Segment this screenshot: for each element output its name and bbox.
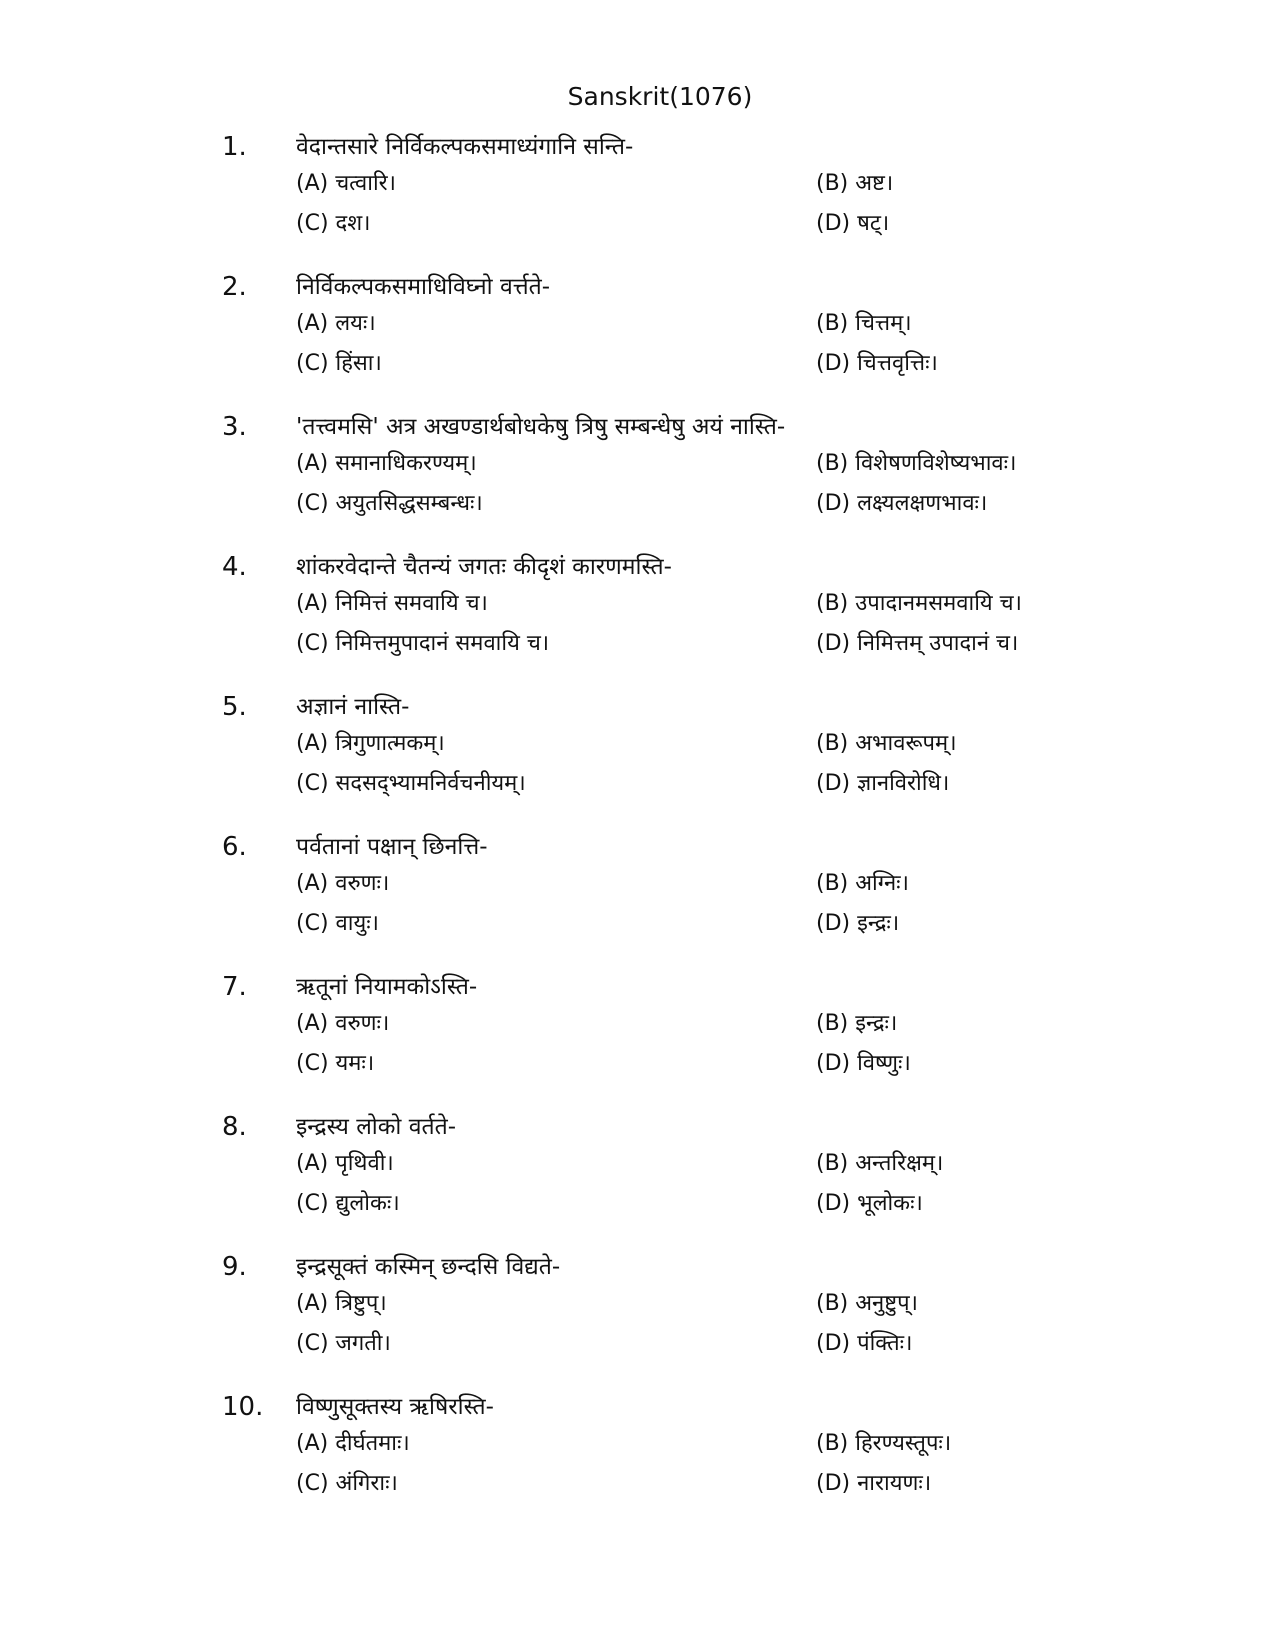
question-text: ऋतूनां नियामकोऽस्ति-: [296, 974, 478, 1000]
question-number: 10.: [222, 1392, 264, 1422]
option-d: (D) चित्तवृत्तिः।: [816, 351, 938, 376]
option-b: (B) अन्तरिक्षम्।: [816, 1151, 944, 1176]
question-number: 1.: [222, 132, 247, 162]
option-d: (D) पंक्तिः।: [816, 1331, 913, 1356]
option-a: (A) समानाधिकरण्यम्।: [296, 451, 477, 476]
option-b: (B) हिरण्यस्तूपः।: [816, 1431, 952, 1456]
question-text: शांकरवेदान्ते चैतन्यं जगतः कीदृशं कारणमस्ति-: [296, 554, 672, 580]
option-d: (D) लक्ष्यलक्षणभावः।: [816, 491, 988, 516]
question-text: अज्ञानं नास्ति-: [296, 694, 410, 720]
option-b: (B) विशेषणविशेष्यभावः।: [816, 451, 1017, 476]
question-number: 4.: [222, 552, 247, 582]
question-number: 3.: [222, 412, 247, 442]
option-c: (C) द्युलोकः।: [296, 1191, 400, 1216]
question-1: [0, 130, 1275, 260]
option-b: (B) अभावरूपम्।: [816, 731, 957, 756]
option-c: (C) यमः।: [296, 1051, 375, 1076]
option-c: (C) जगती।: [296, 1331, 391, 1356]
option-d: (D) भूलोकः।: [816, 1191, 923, 1216]
question-text: निर्विकल्पकसमाधिविघ्नो वर्त्तते-: [296, 274, 551, 300]
option-c: (C) दश।: [296, 211, 371, 236]
question-text: वेदान्तसारे निर्विकल्पकसमाध्यंगानि सन्ति-: [296, 134, 634, 160]
option-c: (C) हिंसा।: [296, 351, 382, 376]
question-8: [0, 1110, 1275, 1240]
option-a: (A) निमित्तं समवायि च।: [296, 591, 488, 616]
question-number: 7.: [222, 972, 247, 1002]
question-text: 'तत्त्वमसि' अत्र अखण्डार्थबोधकेषु त्रिषु सम्बन्धेषु अयं नास्ति-: [296, 414, 786, 440]
question-text: पर्वतानां पक्षान् छिनत्ति-: [296, 834, 488, 860]
question-7: [0, 970, 1275, 1100]
question-text: इन्द्रसूक्तं कस्मिन् छन्दसि विद्यते-: [296, 1254, 561, 1280]
option-b: (B) अग्निः।: [816, 871, 909, 896]
option-c: (C) सदसद्भ्यामनिर्वचनीयम्।: [296, 771, 526, 796]
option-a: (A) त्रिगुणात्मकम्।: [296, 731, 445, 756]
question-number: 6.: [222, 832, 247, 862]
question-5: [0, 690, 1275, 820]
option-a: (A) लयः।: [296, 311, 376, 336]
option-b: (B) अष्ट।: [816, 171, 894, 196]
option-c: (C) अंगिराः।: [296, 1471, 398, 1496]
option-a: (A) वरुणः।: [296, 871, 390, 896]
option-b: (B) अनुष्टुप्।: [816, 1291, 918, 1316]
option-d: (D) नारायणः।: [816, 1471, 932, 1496]
option-d: (D) षट्।: [816, 211, 890, 236]
option-b: (B) उपादानमसमवायि च।: [816, 591, 1022, 616]
question-text: विष्णुसूक्तस्य ऋषिरस्ति-: [296, 1394, 494, 1420]
page-title: Sanskrit(1076): [567, 82, 753, 111]
option-a: (A) चत्वारि।: [296, 171, 396, 196]
option-d: (D) विष्णुः।: [816, 1051, 911, 1076]
question-number: 2.: [222, 272, 247, 302]
option-a: (A) दीर्घतमाः।: [296, 1431, 410, 1456]
question-number: 5.: [222, 692, 247, 722]
question-6: [0, 830, 1275, 960]
option-b: (B) चित्तम्।: [816, 311, 912, 336]
question-9: [0, 1250, 1275, 1380]
question-text: इन्द्रस्य लोको वर्तते-: [296, 1114, 457, 1140]
option-d: (D) इन्द्रः।: [816, 911, 900, 936]
option-b: (B) इन्द्रः।: [816, 1011, 898, 1036]
question-3: [0, 410, 1275, 540]
option-c: (C) अयुतसिद्धसम्बन्धः।: [296, 491, 483, 516]
question-2: [0, 270, 1275, 400]
question-number: 8.: [222, 1112, 247, 1142]
option-c: (C) वायुः।: [296, 911, 379, 936]
option-a: (A) वरुणः।: [296, 1011, 390, 1036]
option-d: (D) निमित्तम् उपादानं च।: [816, 631, 1019, 656]
option-a: (A) पृथिवी।: [296, 1151, 394, 1176]
option-d: (D) ज्ञानविरोधि।: [816, 771, 950, 796]
question-number: 9.: [222, 1252, 247, 1282]
option-a: (A) त्रिष्टुप्।: [296, 1291, 387, 1316]
question-10: [0, 1390, 1275, 1520]
question-4: [0, 550, 1275, 680]
option-c: (C) निमित्तमुपादानं समवायि च।: [296, 631, 550, 656]
